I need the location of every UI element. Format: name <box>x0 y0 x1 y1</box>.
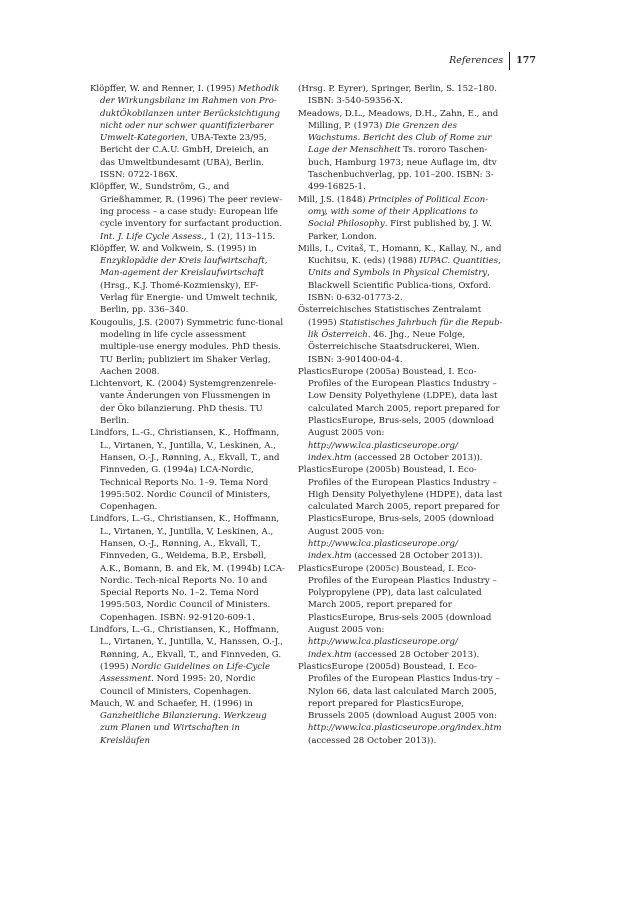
reference-text: (accessed 28 October 2013)). <box>308 735 437 746</box>
reference-text: . Nord 1995: 20, Nordic Council of Ministers, Copenhagen. <box>100 674 256 697</box>
reference-title: http://www.lca.plasticseurope.org/index.htm <box>308 723 502 734</box>
reference-title: Nordic Guidelines on Life-Cycle Assessment <box>100 661 271 685</box>
reference-text: (accessed 28 October 2013)). <box>351 452 483 463</box>
reference-title: Int. J. Life Cycle Assess. <box>100 231 205 242</box>
reference-title: Enzyklopädie der Kreis laufwirtschaft, Man-agement der Kreislaufwirtschaft <box>100 256 268 279</box>
reference-text: Klöpffer, W. and Volkwein, S. (1995) in <box>90 243 257 254</box>
reference-text: Kougoulis, J.S. (2007) Symmetric func-tional modeling in life cycle assessment multiple-use energy modules. PhD thesis. TU Berlin; publiziert im Shaker Verlag, Aachen 2008. <box>90 317 284 377</box>
reference-entry <box>90 243 285 317</box>
reference-title: Methodik der Wirkungsbilanz im Rahmen von Pro-duktÖkobilanzen unter Berücksichtigung nicht oder nur schwer quantifizierbarer Umwelt-Kategorien <box>100 84 280 144</box>
reference-text: Ts. rororo Taschen-buch, Hamburg 1973; neue Auflage im, dtv Taschenbuchverlag, pp. 101–200. ISBN: 3-499-16825-1. <box>308 145 497 193</box>
reference-text: Klöpffer, W., Sundström, G., and Grießhammer, R. (1996) The peer review-ing process – a case study: European life cycle inventory for surfactant production. <box>90 182 283 230</box>
reference-text: (Hrsg. P. Eyrer), Springer, Berlin, S. 152–180. ISBN: 3-540-59356-X. <box>298 84 497 107</box>
references-right-column <box>298 83 503 747</box>
section-title: References <box>449 55 504 66</box>
reference-entry <box>298 464 503 562</box>
reference-text: Mauch, W. and Schaefer, H. (1996) in <box>90 698 253 709</box>
reference-text: Meadows, D.L., Meadows, D.H., Zahn, E., and Milling, P. (1973) <box>298 108 499 131</box>
reference-text: . 46. Jhg., Neue Folge, Österreichische Staatsdruckerei, Wien. ISBN: 3-901400-04-4. <box>308 329 480 365</box>
reference-entry <box>90 513 285 624</box>
reference-entry <box>90 317 285 378</box>
reference-entry <box>298 108 503 194</box>
reference-title: Statistisches Jahrbuch für die Repub-lik Österreich <box>308 317 503 340</box>
reference-text: , 1 (2), 113–115. <box>204 231 276 242</box>
reference-entry <box>298 194 503 243</box>
reference-entry <box>90 181 285 242</box>
reference-entry <box>298 563 503 661</box>
reference-entry <box>90 427 285 513</box>
reference-text: PlasticsEurope (2005d) Boustead, I. Eco-Profiles of the European Plastics Indus-try – Nylon 66, data last calculated March 2005, report prepared for PlasticsEurope, Brussels 2005 (download August 2005 von: <box>298 661 500 722</box>
page-number: 177 <box>516 55 536 66</box>
reference-entry <box>90 378 285 427</box>
reference-text: Österreichisches Statistisches Zentralamt (1995) <box>298 305 482 328</box>
reference-text: (accessed 28 October 2013)). <box>351 551 483 562</box>
reference-text: PlasticsEurope (2005c) Boustead, I. Eco-Profiles of the European Plastics Industry – Polypropylene (PP), data last calculated March 2005, report prepared for PlasticsEurope, Brus-sels 2005 (download August 2005 von: <box>298 563 497 636</box>
reference-text: . First published by, J. W. Parker, London. <box>308 219 492 242</box>
reference-entry <box>298 83 503 108</box>
reference-title: IUPAC. Quantities, Units and Symbols in Physical Chemistry <box>308 256 501 279</box>
reference-entry <box>298 243 503 304</box>
running-header <box>449 52 536 70</box>
reference-text: , UBA-Texte 23/95, Bericht der C.A.U. GmbH, Dreieich, an das Umweltbundesamt (UBA), Berlin. ISSN: 0722-186X. <box>100 133 269 181</box>
reference-entry <box>90 624 285 698</box>
reference-text: Lindfors, L.-G., Christiansen, K., Hoffmann, L., Virtanen, Y., Juntilla, V., Hanssen, O.-J., Rønning, A., Ekvall, T., and Finnveden, G. (1995) <box>90 625 283 672</box>
reference-text: (Hrsg., K.J. Thomé-Kozmiensky), EF-Verlag für Energie- und Umwelt technik, Berlin, pp. 336–340. <box>100 280 278 316</box>
reference-title: http://www.lca.plasticseurope.org/ index.htm <box>308 440 458 463</box>
reference-text: Lichtenvort, K. (2004) Systemgrenzenrele-vante Änderungen von Flussmengen in der Öko bilanzierung. PhD thesis. TU Berlin. <box>90 379 277 427</box>
reference-text: Mills, I., Cvitaš, T., Homann, K., Kallay, N., and Kuchitsu, K. (eds) (1988) <box>298 243 502 267</box>
reference-text: PlasticsEurope (2005a) Boustead, I. Eco-Profiles of the European Plastics Industry – Low Density Polyethylene (LDPE), data last calculated March 2005, report prepared for PlasticsEurope, Brus-sels, 2005 (download August 2005 von: <box>298 366 500 439</box>
reference-title: http://www.lca.plasticseurope.org/ index.htm <box>308 538 458 562</box>
reference-text: Lindfors, L.-G., Christiansen, K., Hoffmann, L., Virtanen, Y., Juntilla, V, Leskinen, A., Hansen, O.-J., Rønning, A., Ekvall, T., Finnveden, G., Weidema, B.P., Ersbøll, A.K., Bomann, B. and Ek, M. (1994b) LCA-Nordic. Tech-nical Reports No. 10 and Special Reports No. 1–2. Tema Nord 1995:503, Nordic Council of Ministers. Copenhagen. ISBN: 92-9120-609-1. <box>90 514 285 623</box>
reference-text: PlasticsEurope (2005b) Boustead, I. Eco-Profiles of the European Plastics Industry – High Density Polyethylene (HDPE), data last calculated March 2005, report prepared for PlasticsEurope, Brus-sels, 2005 (download August 2005 von: <box>298 465 503 537</box>
reference-entry <box>298 661 503 747</box>
reference-text: Lindfors, L.-G., Christiansen, K., Hoffmann, L., Virtanen, Y., Juntilla, V., Leskinen, A., Hansen, O.-J., Rønning, A., Ekvall, T., and Finnveden, G. (1994a) LCA-Nordic, Technical Reports No. 1–9. Tema Nord 1995:502. Nordic Council of Ministers, Copenhagen. <box>90 428 280 513</box>
references-left-column <box>90 83 285 747</box>
reference-entry <box>90 698 285 747</box>
reference-entry <box>298 366 503 464</box>
reference-text: Klöpffer, W. and Renner, I. (1995) <box>90 84 238 94</box>
reference-title: Die Grenzen des Wachstums. Bericht des Club of Rome zur Lage der Menschheit <box>308 120 492 156</box>
reference-title: http://www.lca.plasticseurope.org/ index.htm <box>308 637 458 660</box>
reference-text: , Blackwell Scientific Publica-tions, Oxford. ISBN: 0-632-01773-2. <box>308 268 491 304</box>
reference-entry <box>298 304 503 365</box>
reference-title: Ganzheitliche Bilanzierung. Werkzeug zum Planen und Wirtschaften in Kreisläufen <box>100 711 267 746</box>
reference-text: Mill, J.S. (1848) <box>298 194 369 205</box>
reference-text: (accessed 28 October 2013). <box>351 649 480 660</box>
reference-title: Principles of Political Econ-omy, with some of their Applications to Social Philosophy <box>308 194 489 230</box>
reference-entry <box>90 83 285 181</box>
